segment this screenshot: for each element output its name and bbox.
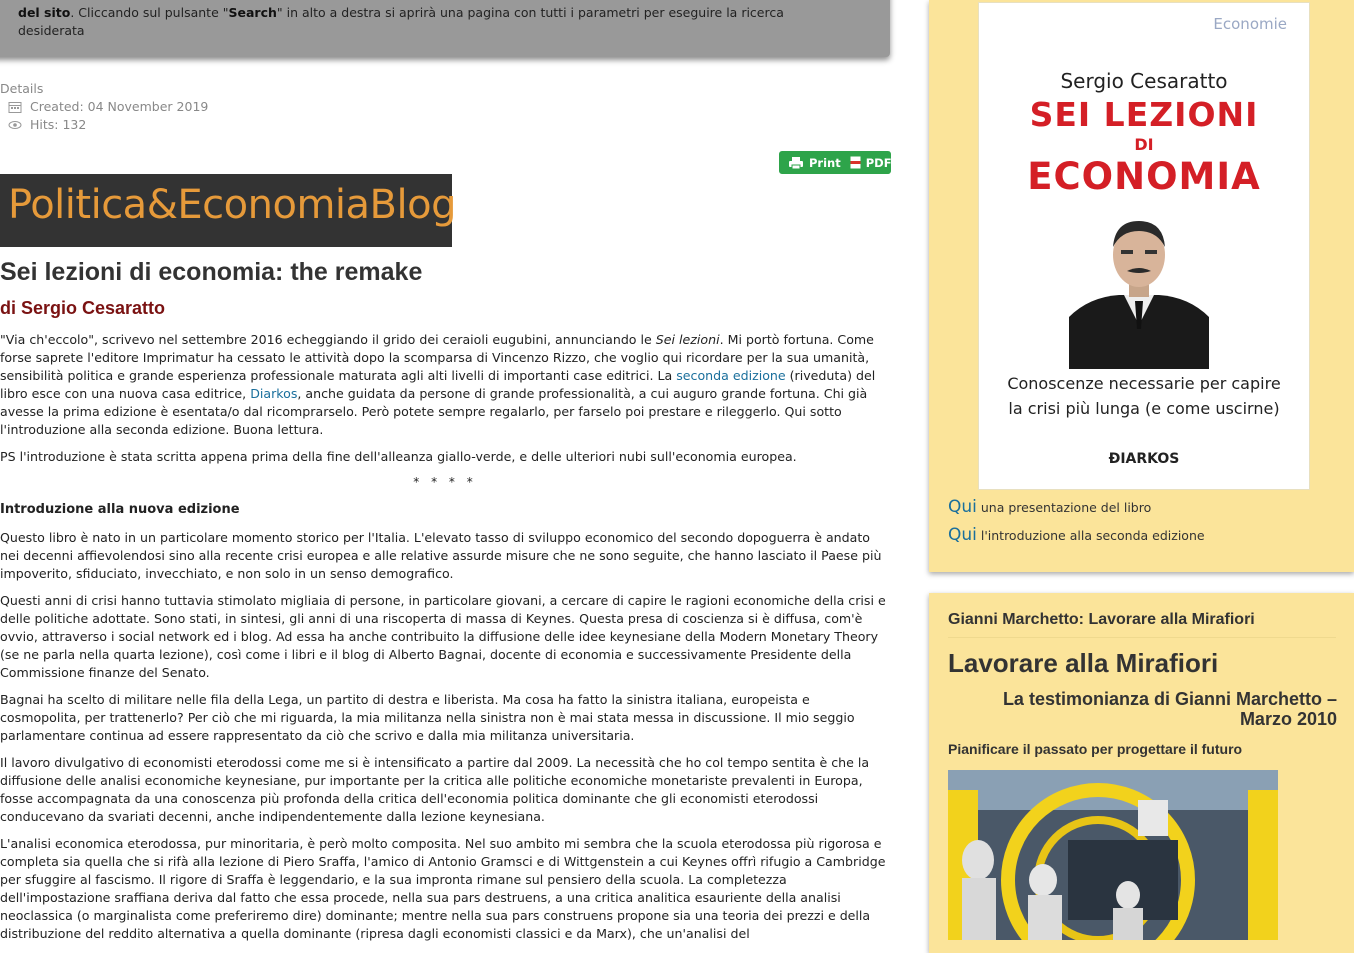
calendar-icon bbox=[8, 101, 22, 113]
article-author: di Sergio Cesaratto bbox=[0, 298, 166, 318]
cover-title-line3: ECONOMIA bbox=[1027, 155, 1261, 198]
body-paragraph-2: Questi anni di crisi hanno tuttavia stimolato migliaia di persone, in particolare giovani, a cercare di capire le ragioni economiche della crisi e delle politiche adottate. Sono stati, in sintesi, gli anni di una riscoperta di massa di Keynes. Questa presa di coscienza si è diffusa, com'è ovvio, attraverso i social network ed i blog. Ad essa ha anche contribuito la diffusione delle idee keynesiane della Modern Monetary Theory (se ne parla nella quarta lezione), così come i libri e il blog di Alberto Bagnai, docente di economia e successivamente Presidente della Commissione finanze del Senato. bbox=[0, 593, 886, 680]
ps-paragraph: PS l'introduzione è stata scritta appena prima della fine dell'alleanza giallo-verde, e delle ulteriori nubi sull'economia europea. bbox=[0, 449, 797, 464]
blog-banner bbox=[0, 174, 456, 247]
pdf-icon bbox=[850, 156, 861, 169]
module-title: Gianni Marchetto: Lavorare alla Mirafiori bbox=[948, 611, 1336, 638]
cover-author: Sergio Cesaratto bbox=[1060, 69, 1228, 93]
cover-publisher: ÐIARKOS bbox=[1108, 451, 1180, 467]
body-paragraph-1: Questo libro è nato in un particolare momento storico per l'Italia. L'elevato tasso di sviluppo economico del secondo dopoguerra è andato nei decenni affievolendosi sino alla recente crisi europea e alle relative assurde misure che ne sono seguite, che hanno lasciato il Paese più impoverito, sfiduciato, invecchiato, e non solo in un senso demografico. bbox=[0, 530, 882, 581]
blog-banner-text: Politica&EconomiaBlog bbox=[8, 182, 456, 228]
mirafiori-heading[interactable]: Lavorare alla Mirafiori bbox=[948, 648, 1219, 678]
notice-text: del sito. Cliccando sul pulsante "Search" in alto a destra si aprirà una pagina con tutti i parametri per eseguire la ricerca desiderata bbox=[18, 5, 784, 38]
created-row bbox=[0, 98, 208, 116]
introduction-line: Qui l'introduzione alla seconda edizione bbox=[948, 525, 1205, 545]
presentation-line: Qui una presentazione del libro bbox=[948, 497, 1152, 517]
notice-box bbox=[0, 0, 890, 57]
cover-subtitle: Conoscenze necessarie per capire la crisi più lunga (e come uscirne) bbox=[1007, 374, 1281, 418]
cover-title-line2: DI bbox=[1134, 135, 1154, 154]
cover-title-line1: SEI LEZIONI bbox=[1029, 95, 1259, 134]
presentation-link[interactable]: Qui bbox=[948, 497, 977, 517]
body-paragraph-5: L'analisi economica eterodossa, pur minoritaria, è però molto composita. Nel suo ambito mi sembra che la scuola eterodossa più rigorosa e completa sia quella che si rifà alla lezione di Piero Sraffa, l'amico di Antonio Gramsci e di Wittgenstein a cui Keynes offrì rifugio a Cambridge per sfuggire al fascismo. Il rigore di Sraffa è leggendario, e la sua impronta rimane sul pensiero della scuola. La completezza dell'impostazione sraffiana deriva dal fatto che essa procede, nella sua pars destruens, a una critica analitica esauriente della analisi neoclassica (o marginalista come preferiremo dire) dominante; mentre nella sua pars construens propone sia una teoria dei prezzi e della distribuzione del reddito alternativa a quella dominante (ripresa dagli economisti classici e da Marx), che un'analisi del bbox=[0, 836, 886, 941]
body-paragraph-4: Il lavoro divulgativo di economisti eterodossi come me si è intensificato a partire dal 2009. La necessità che ho col tempo sentita è che la diffusione delle analisi economiche keynesiane, pur importante per la critica alle politiche economiche monetariste prevalenti in Europa, fosse accompagnata da una conoscenza più profonda della critica dell'economia politica dominante che gli economisti eterodossi conducevano da svariati decenni, anche indipendentemente dalla lezione keynesiana. bbox=[0, 755, 870, 824]
intro-paragraph: "Via ch'eccolo", scrivevo nel settembre 2016 echeggiando il grido dei ceraioli eugubini, annunciando le Sei lezioni. Mi portò fortuna. Come forse saprete l'editore Imprimatur ha cessato le attività dopo la scomparsa di Vincenzo Rizzo, che voglio qui ricordare per la sua umanità, sensibilità politica e grande esperienza professionale maturata agli alti livelli di importanti case editrici. La seconda edizione (riveduta) del libro esce con una nuova casa editrice, Diarkos, anche guidata da persone di grande professionalità, a cui auguro grande fortuna. Chi già avesse la prima edizione è esentata/o dal ricomprarselo. Però potete sempre regalarlo, per farselo poi prestare e rileggerlo. Qui sotto l'introduzione alla seconda edizione. Buona lettura. bbox=[0, 332, 876, 437]
notice-bold: del sito bbox=[18, 5, 71, 20]
hits-count: Hits: 132 bbox=[30, 117, 87, 132]
article-title: Sei lezioni di economia: the remake bbox=[0, 258, 423, 286]
seconda-edizione-link[interactable]: seconda edizione bbox=[676, 368, 786, 383]
section-heading: Introduzione alla nuova edizione bbox=[0, 502, 240, 517]
diarkos-link[interactable]: Diarkos bbox=[250, 386, 298, 401]
cover-series-tag: Economie bbox=[1213, 15, 1287, 33]
pdf-button[interactable]: PDF bbox=[850, 156, 892, 170]
factory-photo-illustration bbox=[948, 770, 1278, 940]
mirafiori-subheading: La testimonianza di Gianni Marchetto – Marzo 2010 bbox=[1002, 689, 1337, 729]
hits-row bbox=[0, 116, 208, 134]
introduction-link[interactable]: Qui bbox=[948, 525, 977, 545]
book-cover-image[interactable] bbox=[978, 2, 1310, 490]
notice-search-word: Search bbox=[228, 5, 277, 20]
separator-stars: * * * * bbox=[413, 475, 477, 489]
created-date: Created: 04 November 2019 bbox=[30, 99, 209, 114]
print-button[interactable]: Print bbox=[788, 156, 841, 170]
article-details bbox=[0, 80, 208, 134]
print-pdf-buttons bbox=[779, 151, 891, 174]
eye-icon bbox=[8, 119, 22, 131]
mirafiori-tagline: Pianificare il passato per progettare il futuro bbox=[948, 741, 1243, 757]
details-label: Details bbox=[0, 81, 44, 96]
printer-icon bbox=[788, 156, 804, 170]
body-paragraph-3: Bagnai ha scelto di militare nelle fila della Lega, un partito di destra e liberista. Ma cosa ha fatto la sinistra italiana, europeista e cosmopolita, per trattenerlo? Per ciò che mi riguarda, la mia militanza nella sinistra non è mai stata messa in discussione. Il mio seggio parlamentare continua ad essere rappresentato da ciò che scrivo e dalla mia militanza universitaria. bbox=[0, 692, 855, 743]
factory-photo[interactable] bbox=[948, 770, 1278, 940]
cover-portrait-illustration bbox=[1069, 217, 1209, 369]
